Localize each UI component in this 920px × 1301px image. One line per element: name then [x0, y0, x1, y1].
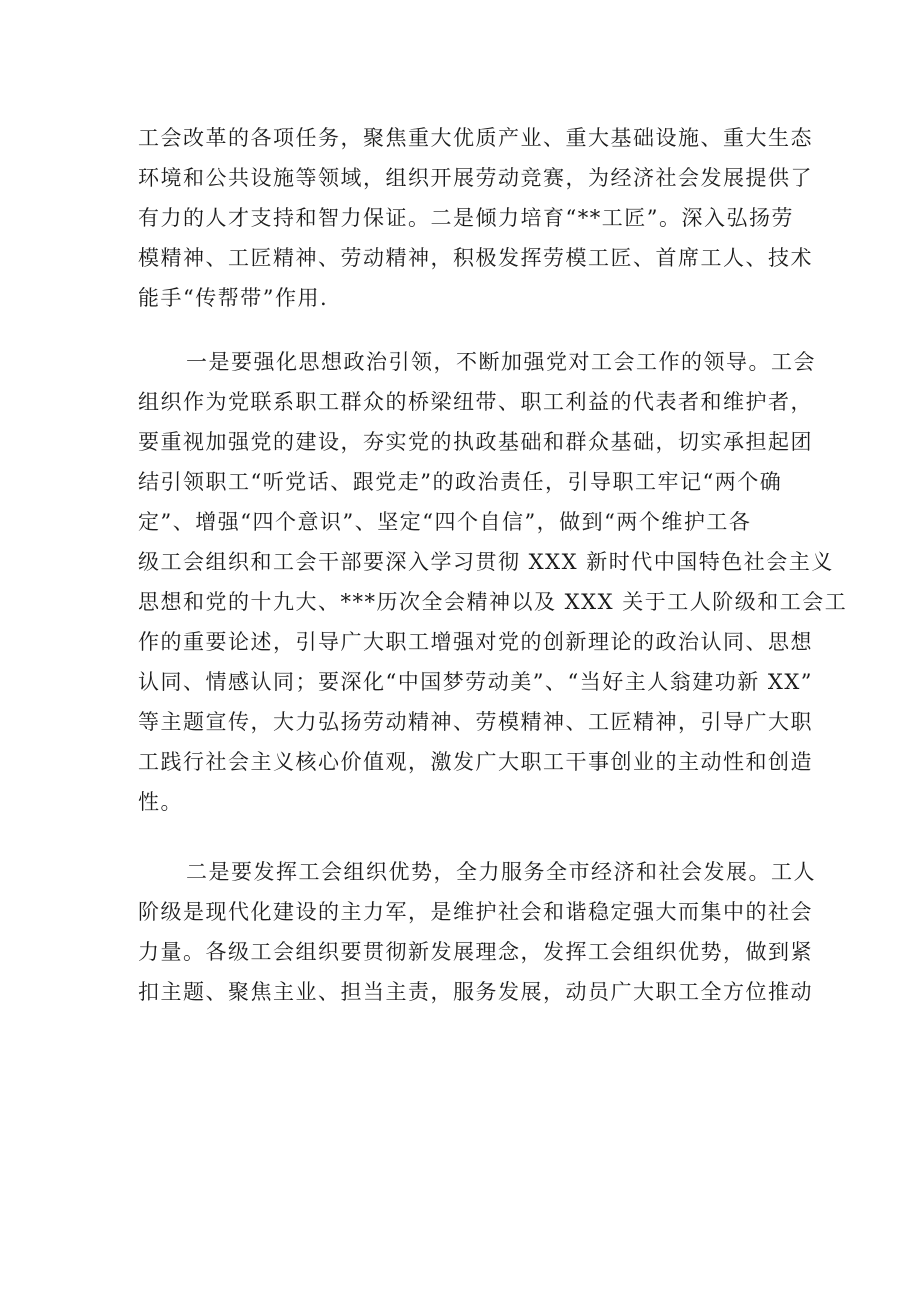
text-line: 工会改革的各项任务，聚焦重大优质产业、重大基础设施、重大生态: [138, 126, 813, 150]
text-line: 等主题宣传，大力弘扬劳动精神、劳模精神、工匠精神，引导广大职: [138, 710, 813, 734]
text-line: 结引领职工“听党话、跟党走”的政治责任，引导职工牢记“两个确: [138, 470, 783, 494]
text-line: 环境和公共设施等领域，组织开展劳动竞赛，为经济社会发展提供了: [138, 166, 813, 190]
text-line: 组织作为党联系职工群众的桥梁纽带、职工利益的代表者和维护者，: [138, 390, 813, 414]
paragraph-3: [138, 852, 816, 1012]
paragraph-1: [138, 118, 813, 318]
text-line: 有力的人才支持和智力保证。二是倾力培育“**工匠”。深入弘扬劳: [138, 206, 794, 230]
text-line: 要重视加强党的建设，夯实党的执政基础和群众基础，切实承担起团: [138, 430, 813, 454]
text-line: 思想和党的十九大、***历次全会精神以及 XXX 关于工人阶级和工会工: [138, 590, 848, 614]
text-line: 力量。各级工会组织要贯彻新发展理念，发挥工会组织优势，做到紧: [138, 940, 813, 964]
text-line: 能手“传帮带”作用.: [138, 286, 329, 310]
text-line: 模精神、工匠精神、劳动精神，积极发挥劳模工匠、首席工人、技术: [138, 246, 813, 270]
text-line: 扣主题、聚焦主业、担当主责，服务发展，动员广大职工全方位推动: [138, 980, 813, 1004]
text-line: 定”、增强“四个意识”、坚定“四个自信”，做到“两个维护工各: [138, 510, 752, 534]
paragraph-2: [138, 342, 848, 822]
text-line: 级工会组织和工会干部要深入学习贯彻 XXX 新时代中国特色社会主义: [138, 550, 834, 574]
text-line: 阶级是现代化建设的主力军，是维护社会和谐稳定强大而集中的社会: [138, 900, 813, 924]
text-line: 性。: [138, 790, 183, 814]
text-line: 工践行社会主义核心价值观，激发广大职工干事创业的主动性和创造: [138, 750, 813, 774]
text-line: 认同、情感认同；要深化“中国梦劳动美”、“当好主人翁建功新 XX”: [138, 670, 814, 694]
document-body: [138, 118, 848, 1012]
text-line: 一是要强化思想政治引领，不断加强党对工会工作的领导。工会: [186, 350, 816, 374]
text-line: 作的重要论述，引导广大职工增强对党的创新理论的政治认同、思想: [138, 630, 813, 654]
text-line: 二是要发挥工会组织优势，全力服务全市经济和社会发展。工人: [186, 860, 816, 884]
